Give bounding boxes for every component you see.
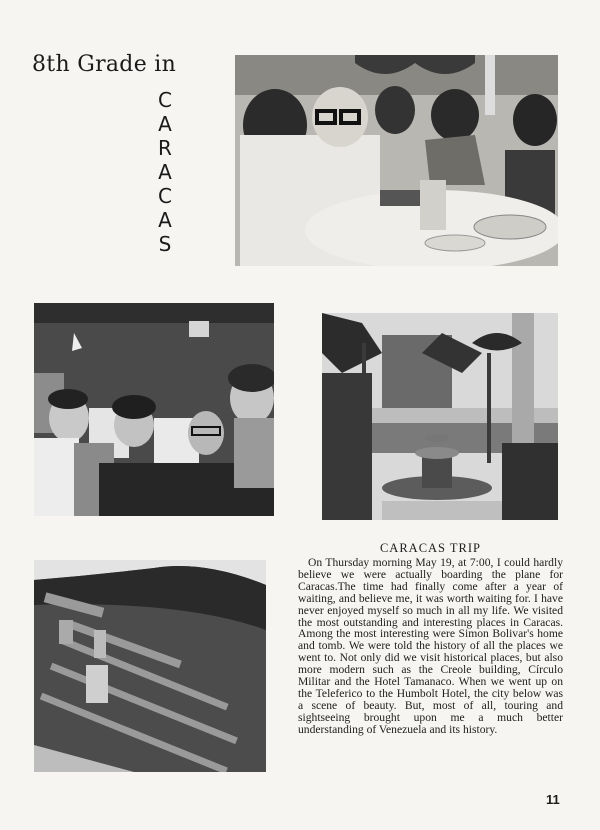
vertical-letter: S (158, 232, 172, 256)
article-title: CARACAS TRIP (379, 541, 482, 555)
vertical-letter: R (158, 136, 172, 160)
photo-aerial-city-view (34, 560, 266, 772)
vertical-letter: C (158, 184, 172, 208)
article-caracas-trip (298, 541, 563, 736)
article-body: On Thursday morning May 19, at 7:00, I could hardly believe we were actually boarding the plane for Caracas.The time had finally come after a year of waiting, and believe me, it was worth waiting for. I have never enjoyed myself so much in all my life. We visited the most outstanding and interesting places in Caracas. Among the most interesting were Simon Bolivar's home and tomb. We were told the history of all the places we went to. Not only did we visit historical places, but also more modern such as the Creole building, Círculo Militar and the Hotel Tamanaco. When we went up on the Teleferico to the Humbolt Hotel, the city below was a scene of beauty. But, most of all, touring and sightseeing brought upon me a much better understanding of Venezuela and its history. (298, 556, 563, 736)
page-number: 11 (546, 792, 560, 807)
photo-four-students (34, 303, 274, 516)
vertical-city-title (153, 88, 177, 256)
photo-palm-courtyard-fountain (322, 313, 558, 520)
vertical-letter: A (158, 112, 172, 136)
vertical-letter: C (158, 88, 172, 112)
vertical-letter: A (158, 208, 172, 232)
photo-dining-group (235, 55, 558, 266)
vertical-letter: A (158, 160, 172, 184)
page-heading: 8th Grade in (32, 52, 177, 77)
